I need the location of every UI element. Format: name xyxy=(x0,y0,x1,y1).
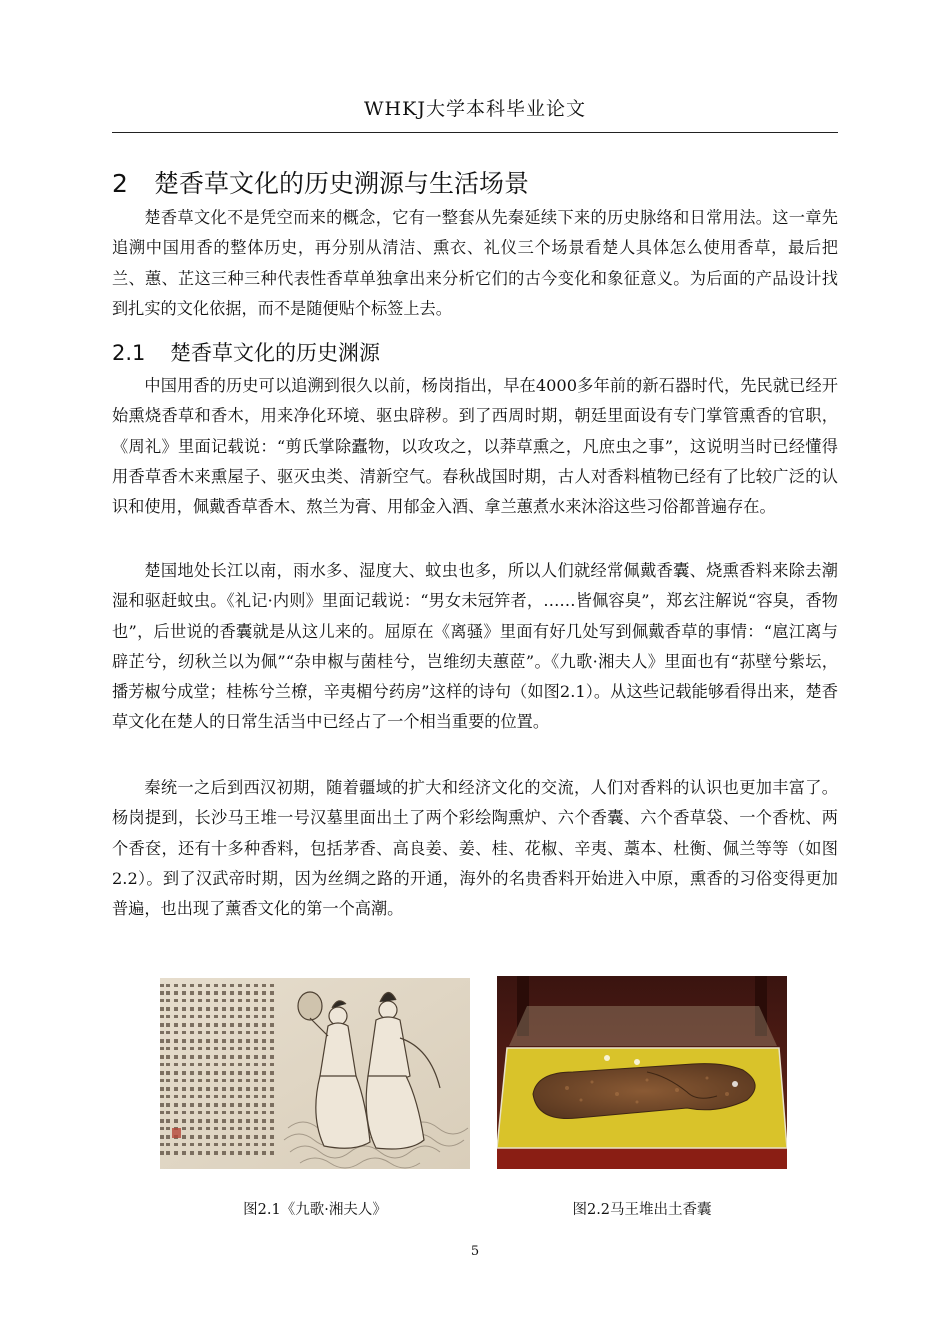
body-paragraph: 秦统一之后到西汉初期，随着疆域的扩大和经济文化的交流，人们对香料的认识也更加丰富了。杨岗提到，长沙马王堆一号汉墓里面出土了两个彩绘陶熏炉、六个香囊、六个香草袋、一个香枕、两个香奁，还有十多种香料，包括茅香、高良姜、姜、桂、花椒、辛夷、藁本、杜衡、佩兰等等（如图2.2）。到了汉武帝时期，因为丝绸之路的开通，海外的名贵香料开始进入中原，熏香的习俗变得更加普遍，也出现了薰香文化的第一个高潮。 xyxy=(112,778,838,919)
chapter-title xyxy=(112,164,529,200)
figure-caption: 图2.2马王堆出土香囊 xyxy=(572,1202,712,1218)
figure-mawangdui-sachet-photo xyxy=(497,976,787,1169)
page-number: 5 xyxy=(470,1244,480,1259)
chapter-title-text: 楚香草文化的历史溯源与生活场景 xyxy=(154,169,530,198)
body-paragraph: 中国用香的历史可以追溯到很久以前，杨岗指出，早在4000多年前的新石器时代，先民就已经开始熏烧香草和香木，用来净化环境、驱虫辟秽。到了西周时期，朝廷里面设有专门掌管熏香的官职，《周礼》里面记载说：“剪氏掌除蠹物，以攻攻之，以莽草熏之，凡庶虫之事”，这说明当时已经懂得用香草香木来熏屋子、驱灭虫类、清新空气。春秋战国时期，古人对香料植物已经有了比较广泛的认识和使用，佩戴香草香木、熬兰为膏、用郁金入酒、拿兰蕙煮水来沐浴这些习俗都普遍存在。 xyxy=(112,376,838,517)
body-paragraph: 楚国地处长江以南，雨水多、湿度大、蚊虫也多，所以人们就经常佩戴香囊、烧熏香料来除去潮湿和驱赶蚊虫。《礼记·内则》里面记载说：“男女未冠笄者，……皆佩容臭”，郑玄注解说“容臭，香物也”，后世说的香囊就是从这儿来的。屈原在《离骚》里面有好几处写到佩戴香草的事情：“扈江离与辟芷兮，纫秋兰以为佩”“杂申椒与菌桂兮，岂维纫夫蕙茝”。《九歌·湘夫人》里面也有“荪壁兮紫坛，播芳椒兮成堂；桂栋兮兰橑，辛夷楣兮药房”这样的诗句（如图2.1）。从这些记载能够看得出来，楚香草文化在楚人的日常生活当中已经占了一个相当重要的位置。 xyxy=(112,561,838,732)
chapter-intro-paragraph: 楚香草文化不是凭空而来的概念，它有一整套从先秦延续下来的历史脉络和日常用法。这一章先追溯中国用香的整体历史，再分别从清洁、熏衣、礼仪三个场景看楚人具体怎么使用香草，最后把兰、蕙、芷这三种三种代表性香草单独拿出来分析它们的古今变化和象征意义。为后面的产品设计找到扎实的文化依据，而不是随便贴个标签上去。 xyxy=(112,208,838,318)
figure-xiang-furen-painting xyxy=(160,978,470,1169)
header-rule xyxy=(112,132,838,133)
section-title xyxy=(112,337,380,367)
section-number: 2.1 xyxy=(112,341,146,365)
chapter-number: 2 xyxy=(112,169,128,198)
figure-caption: 图2.1《九歌·湘夫人》 xyxy=(243,1202,387,1218)
section-title-text: 楚香草文化的历史渊源 xyxy=(170,341,380,365)
running-header: WHKJ大学本科毕业论文 xyxy=(364,98,586,120)
